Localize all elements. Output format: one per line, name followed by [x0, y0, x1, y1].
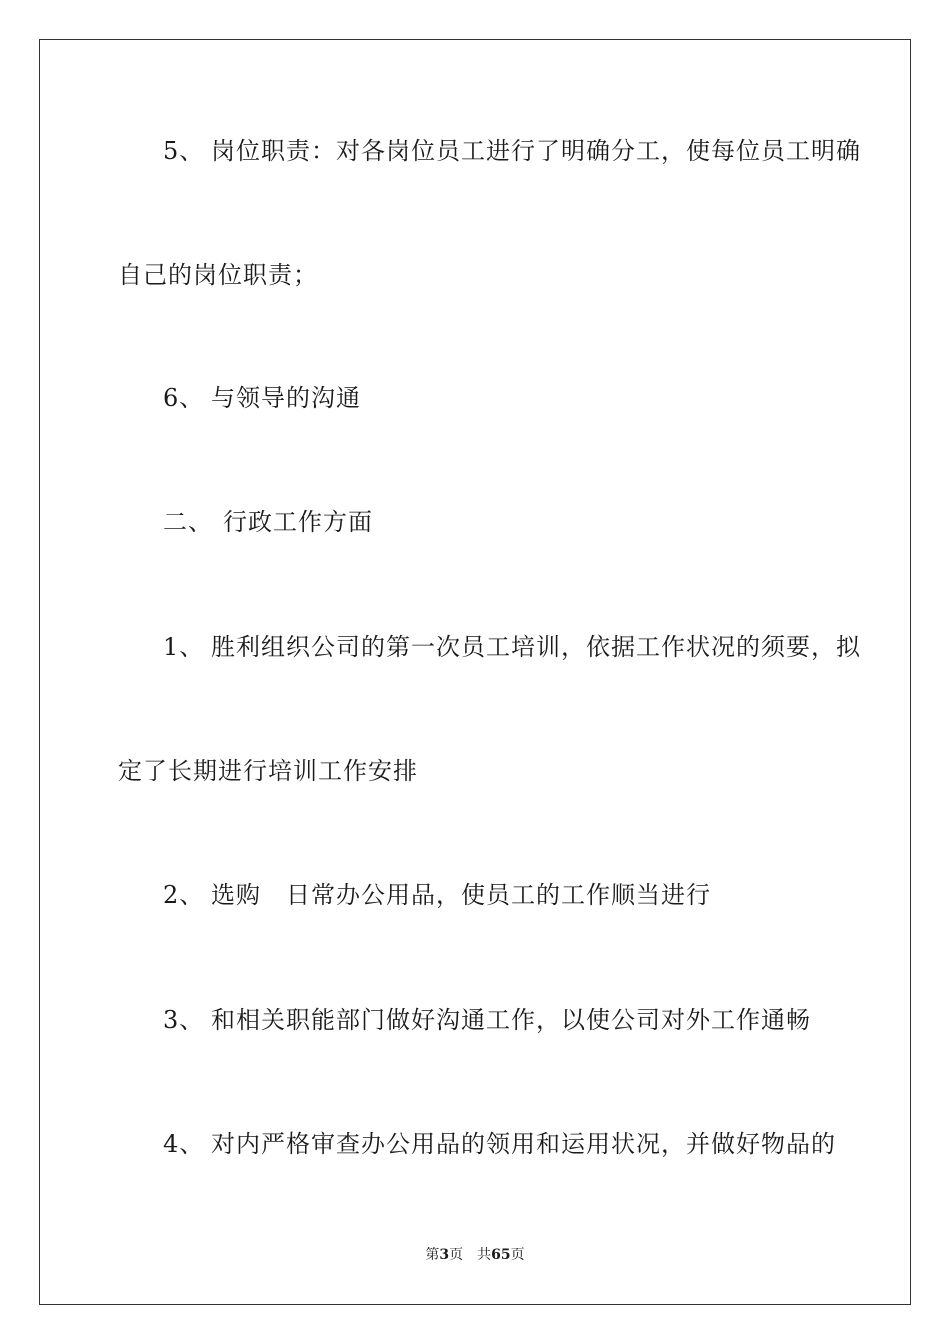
- section-heading: [163, 507, 373, 537]
- footer-suffix: 页: [510, 1247, 525, 1263]
- page-footer: [0, 1246, 950, 1264]
- footer-mid: 页 共: [449, 1247, 492, 1263]
- line-text: 与领导的沟通: [211, 384, 361, 412]
- line-text: 和相关职能部门做好沟通工作，以使公司对外工作通畅: [211, 1006, 811, 1034]
- paragraph-line: [163, 1129, 836, 1159]
- paragraph-line: [118, 260, 318, 290]
- list-number: 2、: [163, 881, 205, 909]
- line-text: 行政工作方面: [223, 508, 373, 536]
- list-number: 6、: [163, 384, 205, 412]
- current-page-number: 3: [439, 1247, 450, 1263]
- list-number: 1、: [163, 633, 205, 661]
- line-text: 胜利组织公司的第一次员工培训，依据工作状况的须要，拟: [211, 633, 861, 661]
- line-text: 选购 日常办公用品，使员工的工作顺当进行: [211, 881, 711, 909]
- section-number: 二、: [163, 508, 213, 536]
- paragraph-line: [163, 632, 861, 662]
- line-text: 定了长期进行培训工作安排: [118, 757, 418, 785]
- paragraph-line: [163, 1005, 811, 1035]
- list-number: 3、: [163, 1006, 205, 1034]
- line-text: 对内严格审查办公用品的领用和运用状况，并做好物品的: [211, 1130, 836, 1158]
- list-number: 4、: [163, 1130, 205, 1158]
- list-number: 5、: [163, 137, 205, 165]
- paragraph-line: [163, 880, 711, 910]
- paragraph-line: [118, 756, 418, 786]
- total-page-number: 65: [491, 1247, 511, 1263]
- paragraph-line: [163, 136, 861, 166]
- line-text: 自己的岗位职责；: [118, 261, 318, 289]
- paragraph-line: [163, 383, 361, 413]
- page-border: [39, 39, 911, 1305]
- line-text: 岗位职责：对各岗位员工进行了明确分工，使每位员工明确: [211, 137, 861, 165]
- footer-prefix: 第: [425, 1247, 440, 1263]
